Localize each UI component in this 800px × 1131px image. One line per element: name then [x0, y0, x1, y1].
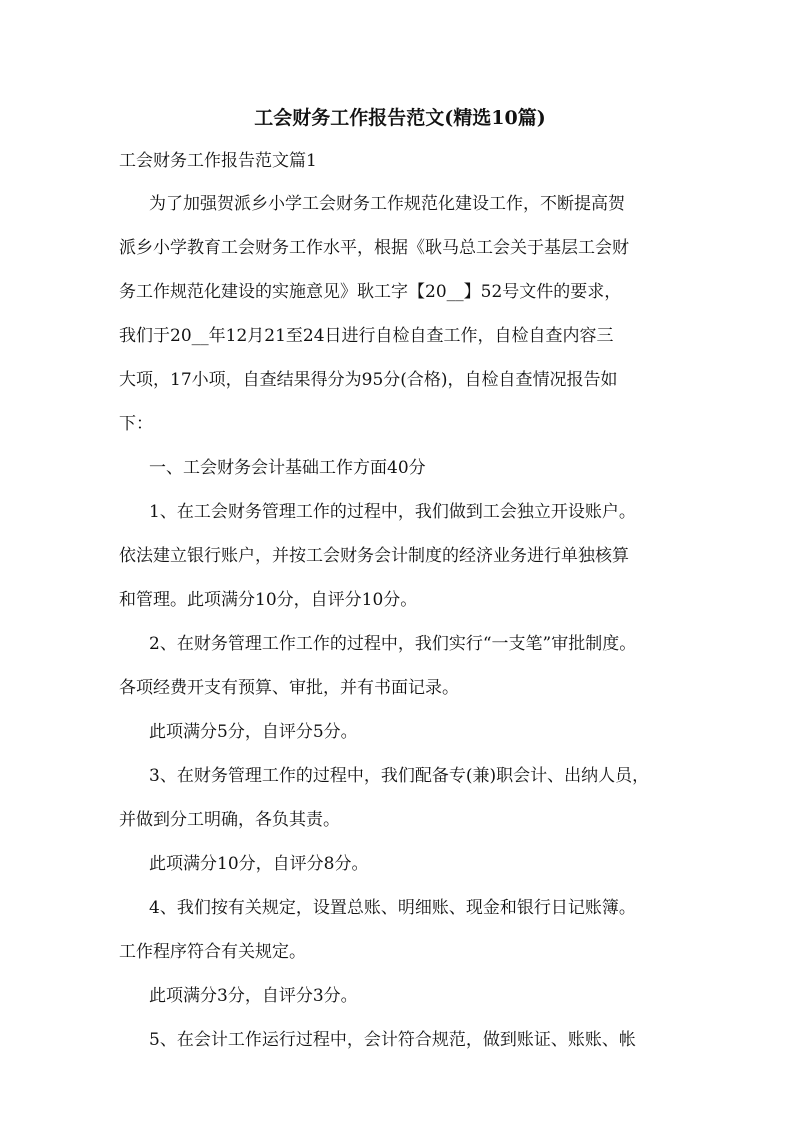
paragraph: [119, 982, 358, 1026]
paragraph: [119, 498, 636, 630]
paragraph-line: 3、在财务管理工作的过程中，我们配备专(兼)职会计、出纳人员，: [149, 766, 650, 786]
paragraph-line: 4、我们按有关规定，设置总账、明细账、现金和银行日记账簿。: [149, 898, 636, 918]
paragraph-line: 依法建立银行账户，并按工会财务会计制度的经济业务进行单独核算: [119, 546, 629, 566]
paragraph-line: 此项满分10分，自评分8分。: [149, 854, 369, 874]
paragraph-line: 派乡小学教育工会财务工作水平，根据《耿马总工会关于基层工会财: [119, 238, 629, 258]
document-title: 工会财务工作报告范文(精选10篇): [254, 107, 546, 129]
paragraph: [119, 850, 368, 894]
paragraph-line: 此项满分5分，自评分5分。: [149, 722, 358, 742]
paragraph-line: 5、在会计工作运行过程中，会计符合规范，做到账证、账账、帐: [149, 1030, 636, 1050]
paragraph: [119, 894, 636, 982]
paragraph: [119, 762, 649, 850]
paragraph-line: 大项，17小项，自查结果得分为95分(合格)，自检自查情况报告如: [119, 370, 618, 390]
document-subtitle: 工会财务工作报告范文篇1: [119, 151, 317, 171]
paragraph-line: 此项满分3分，自评分3分。: [149, 986, 358, 1006]
paragraph-line: 工作程序符合有关规定。: [119, 942, 306, 962]
paragraph-line: 2、在财务管理工作工作的过程中，我们实行“一支笔”审批制度。: [149, 634, 637, 654]
paragraph: [119, 718, 358, 762]
paragraph: [119, 190, 629, 454]
paragraph-line: 并做到分工明确，各负其责。: [119, 810, 340, 830]
paragraph-line: 为了加强贺派乡小学工会财务工作规范化建设工作，不断提高贺: [149, 194, 625, 214]
paragraph: [119, 454, 426, 498]
paragraph-line: 1、在工会财务管理工作的过程中，我们做到工会独立开设账户。: [149, 502, 636, 522]
paragraph-line: 和管理。此项满分10分，自评分10分。: [119, 590, 418, 610]
paragraph-line: 各项经费开支有预算、审批，并有书面记录。: [119, 678, 459, 698]
paragraph-line: 我们于20__年12月21至24日进行自检自查工作，自检自查内容三: [119, 326, 614, 346]
paragraph-line: 下：: [119, 414, 153, 434]
paragraph-line: 一、工会财务会计基础工作方面40分: [149, 458, 426, 478]
paragraph: [119, 1026, 636, 1070]
paragraph-line: 务工作规范化建设的实施意见》耿工字【20__】52号文件的要求，: [119, 282, 622, 302]
paragraph: [119, 630, 636, 718]
